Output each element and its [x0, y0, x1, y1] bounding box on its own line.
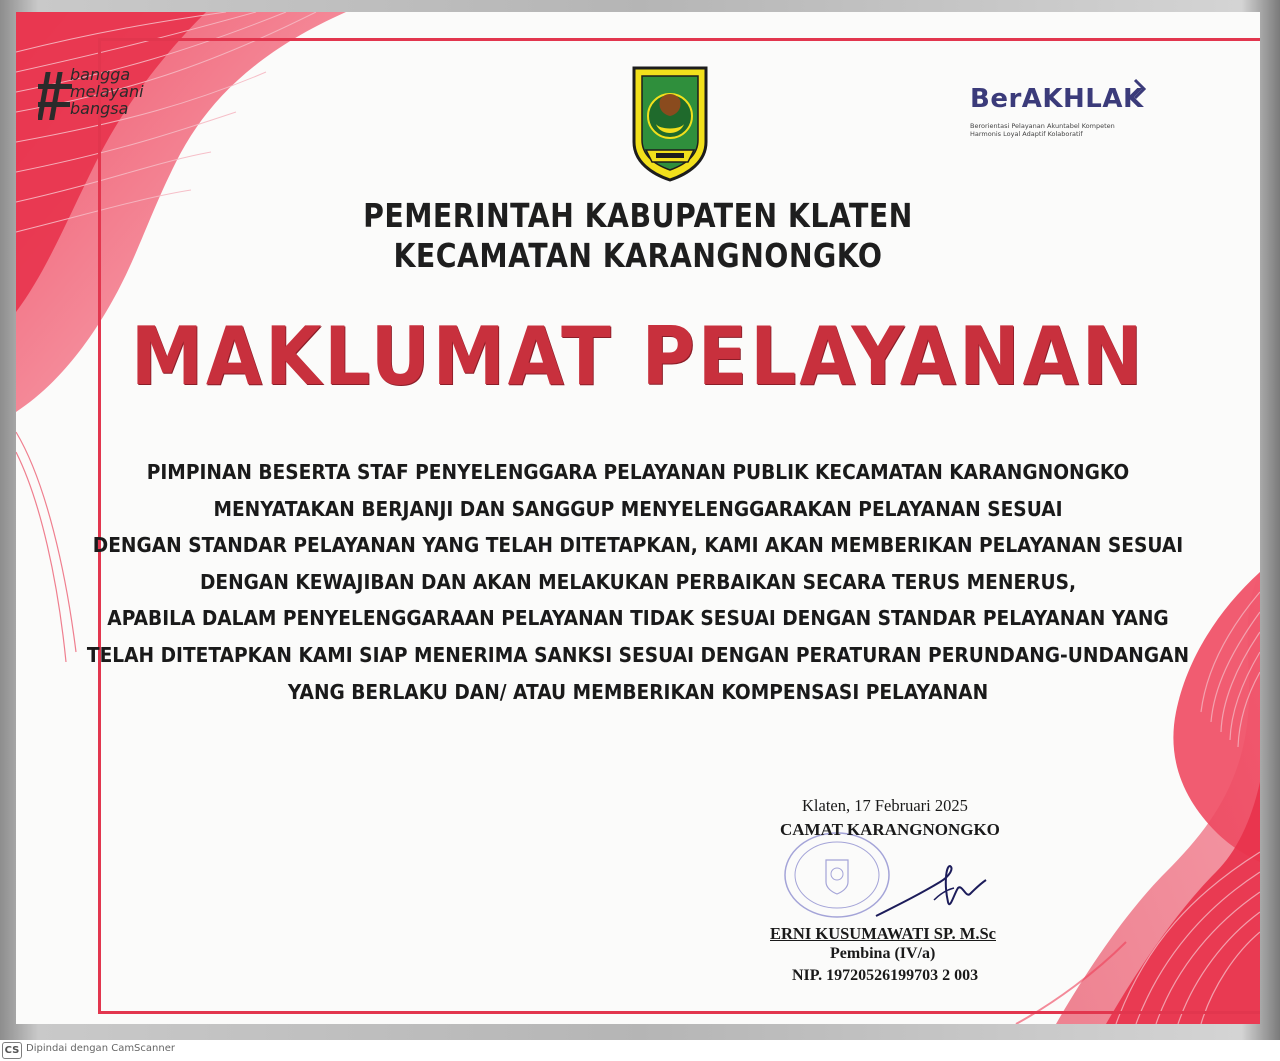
- klaten-regency-emblem-icon: [630, 64, 710, 182]
- berakhlak-tagline-line-1: Berorientasi Pelayanan Akuntabel Kompeten: [970, 122, 1115, 130]
- bangga-melayani-bangsa-logo: [36, 64, 186, 134]
- berakhlak-tagline-line-2: Harmonis Loyal Adaptif Kolaboratif: [970, 130, 1083, 138]
- berakhlak-wordmark: BerAKHLAK: [970, 84, 1144, 114]
- berakhlak-tagline: [970, 122, 1115, 138]
- bangga-line-2: melayani: [70, 82, 144, 101]
- signatory-name: ERNI KUSUMAWATI SP. M.Sc: [770, 924, 996, 943]
- scanner-footer: [0, 1040, 1280, 1061]
- bangga-text: [70, 66, 144, 117]
- bangga-line-1: bangga: [70, 65, 131, 84]
- header-line-2: KECAMATAN KARANGNONGKO: [393, 236, 883, 275]
- signatory-nip: NIP. 19720526199703 2 003: [792, 967, 979, 984]
- signatory-position: CAMAT KARANGNONGKO: [780, 820, 1000, 839]
- certificate-paper: [16, 12, 1260, 1024]
- bangga-line-3: bangsa: [70, 99, 129, 118]
- declaration-text: [16, 454, 1260, 710]
- handwritten-signature: [870, 854, 990, 934]
- camscanner-icon: CS: [2, 1042, 22, 1059]
- declaration-line-4: DENGAN KEWAJIBAN DAN AKAN MELAKUKAN PERBAIKAN SECARA TERUS MENERUS,: [199, 569, 1077, 594]
- place-date: Klaten, 17 Februari 2025: [802, 796, 968, 815]
- declaration-line-6: TELAH DITETAPKAN KAMI SIAP MENERIMA SANKSI SESUAI DENGAN PERATURAN PERUNDANG-UNDANGAN: [86, 642, 1190, 667]
- declaration-line-2: MENYATAKAN BERJANJI DAN SANGGUP MENYELENGGARAKAN PELAYANAN SESUAI: [213, 496, 1063, 521]
- declaration-line-7: YANG BERLAKU DAN/ ATAU MEMBERIKAN KOMPENSASI PELAYANAN: [287, 679, 989, 704]
- berakhlak-logo: [966, 78, 1166, 158]
- header-line-1: PEMERINTAH KABUPATEN KLATEN: [363, 196, 913, 235]
- document-title: MAKLUMAT PELAYANAN: [130, 310, 1146, 403]
- declaration-line-5: APABILA DALAM PENYELENGGARAAN PELAYANAN TIDAK SESUAI DENGAN STANDAR PELAYANAN YANG: [107, 606, 1169, 631]
- government-header: [103, 196, 1173, 276]
- chevron-right-icon: [1132, 78, 1148, 100]
- signatory-rank: Pembina (IV/a): [830, 945, 936, 962]
- hash-icon: [38, 70, 72, 126]
- camscanner-text: Dipindai dengan CamScanner: [26, 1043, 175, 1054]
- declaration-line-1: PIMPINAN BESERTA STAF PENYELENGGARA PELAYANAN PUBLIK KECAMATAN KARANGNONGKO: [146, 460, 1130, 484]
- declaration-line-3: DENGAN STANDAR PELAYANAN YANG TELAH DITETAPKAN, KAMI AKAN MEMBERIKAN PELAYANAN SESUAI: [92, 533, 1184, 558]
